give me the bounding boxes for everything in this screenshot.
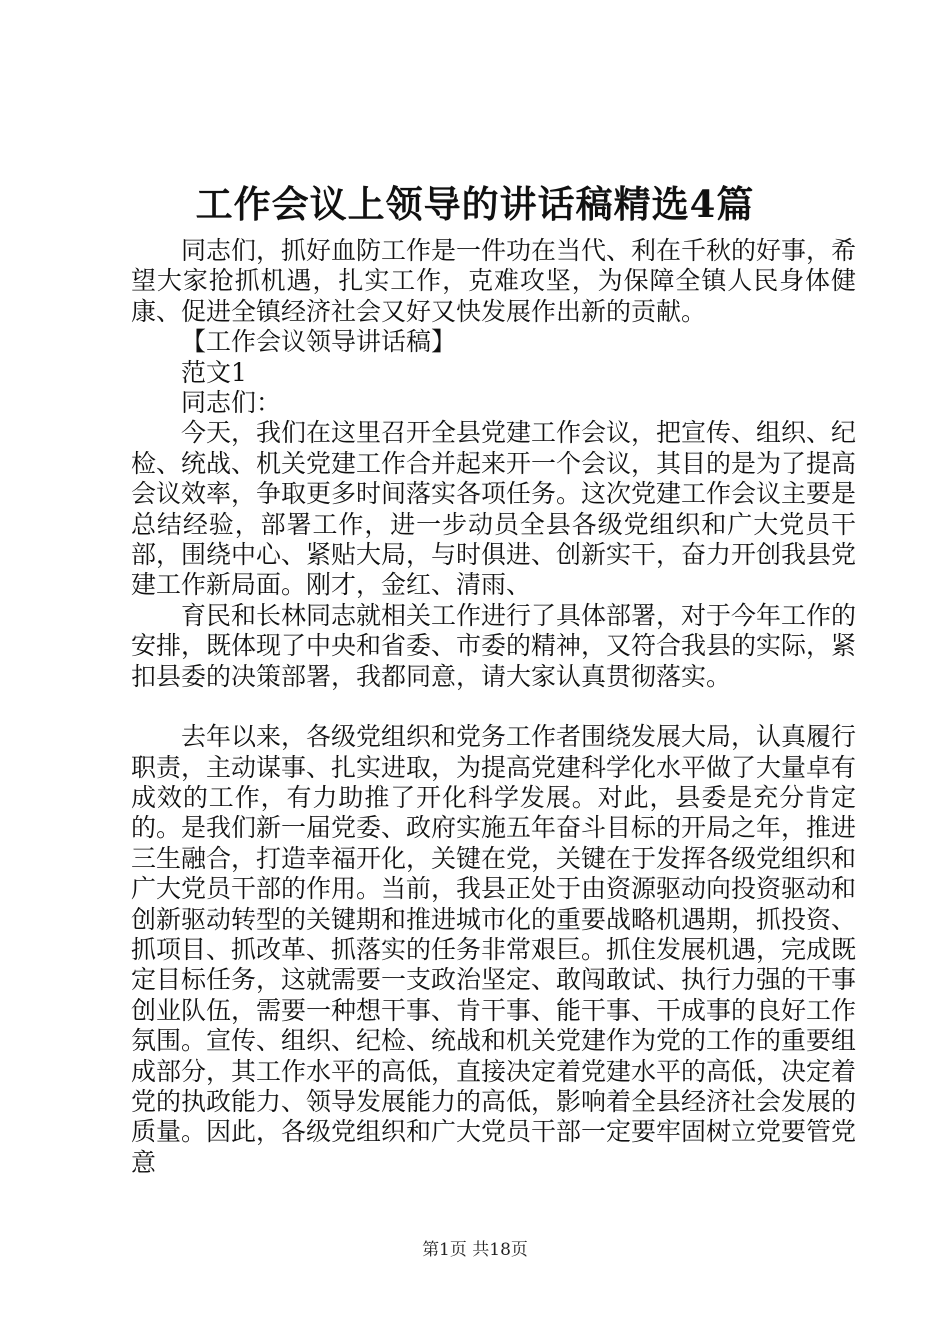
- section-heading: 【工作会议领导讲话稿】: [181, 327, 457, 357]
- paragraph-meeting-intro: 今天，我们在这里召开全县党建工作会议，把宣传、组织、纪检、统战、机关党建工作合并起来开一个会议，其目的是为了提高会议效率，争取更多时间落实各项任务。这次党建工作会议主要是总结经验，部署工作，进一步动员全县各级党组织和广大党员干部，围绕中心、紧贴大局，与时俱进、创新实干，奋力开创我县党建工作新局面。刚才，金红、清雨、: [131, 418, 857, 600]
- salutation: 同志们：: [181, 388, 282, 418]
- document-title: 工作会议上领导的讲话稿精选4篇: [195, 182, 755, 226]
- paragraph-last-year-review: 去年以来，各级党组织和党务工作者围绕发展大局，认真履行职责，主动谋事、扎实进取，为提高党建科学化水平做了大量卓有成效的工作，有力助推了开化科学发展。对此，县委是充分肯定的。是我们新一届党委、政府实施五年奋斗目标的开局之年，推进三生融合，打造幸福开化，关键在党，关键在于发挥各级党组织和广大党员干部的作用。当前，我县正处于由资源驱动向投资驱动和创新驱动转型的关键期和推进城市化的重要战略机遇期，抓投资、抓项目、抓改革、抓落实的任务非常艰巨。抓住发展机遇，完成既定目标任务，这就需要一支政治坚定、敢闯敢试、执行力强的干事创业队伍，需要一种想干事、肯干事、能干事、干成事的良好工作氛围。宣传、组织、纪检、统战和机关党建作为党的工作的重要组成部分，其工作水平的高低，直接决定着党建水平的高低，决定着党的执政能力、领导发展能力的高低，影响着全县经济社会发展的质量。因此，各级党组织和广大党员干部一定要牢固树立党要管党意: [131, 722, 857, 1177]
- paragraph-work-arrangement: 育民和长林同志就相关工作进行了具体部署，对于今年工作的安排，既体现了中央和省委、市委的精神，又符合我县的实际，紧扣县委的决策部署，我都同意，请大家认真贯彻落实。: [131, 600, 857, 691]
- sample-label: 范文1: [181, 357, 247, 387]
- page-number-footer: 第1页 共18页: [422, 1240, 528, 1260]
- document-body: [131, 236, 856, 1178]
- paragraph-closing-remarks: 同志们，抓好血防工作是一件功在当代、利在千秋的好事，希望大家抢抓机遇，扎实工作，克难攻坚，为保障全镇人民身体健康、促进全镇经济社会又好又快发展作出新的贡献。: [131, 236, 857, 326]
